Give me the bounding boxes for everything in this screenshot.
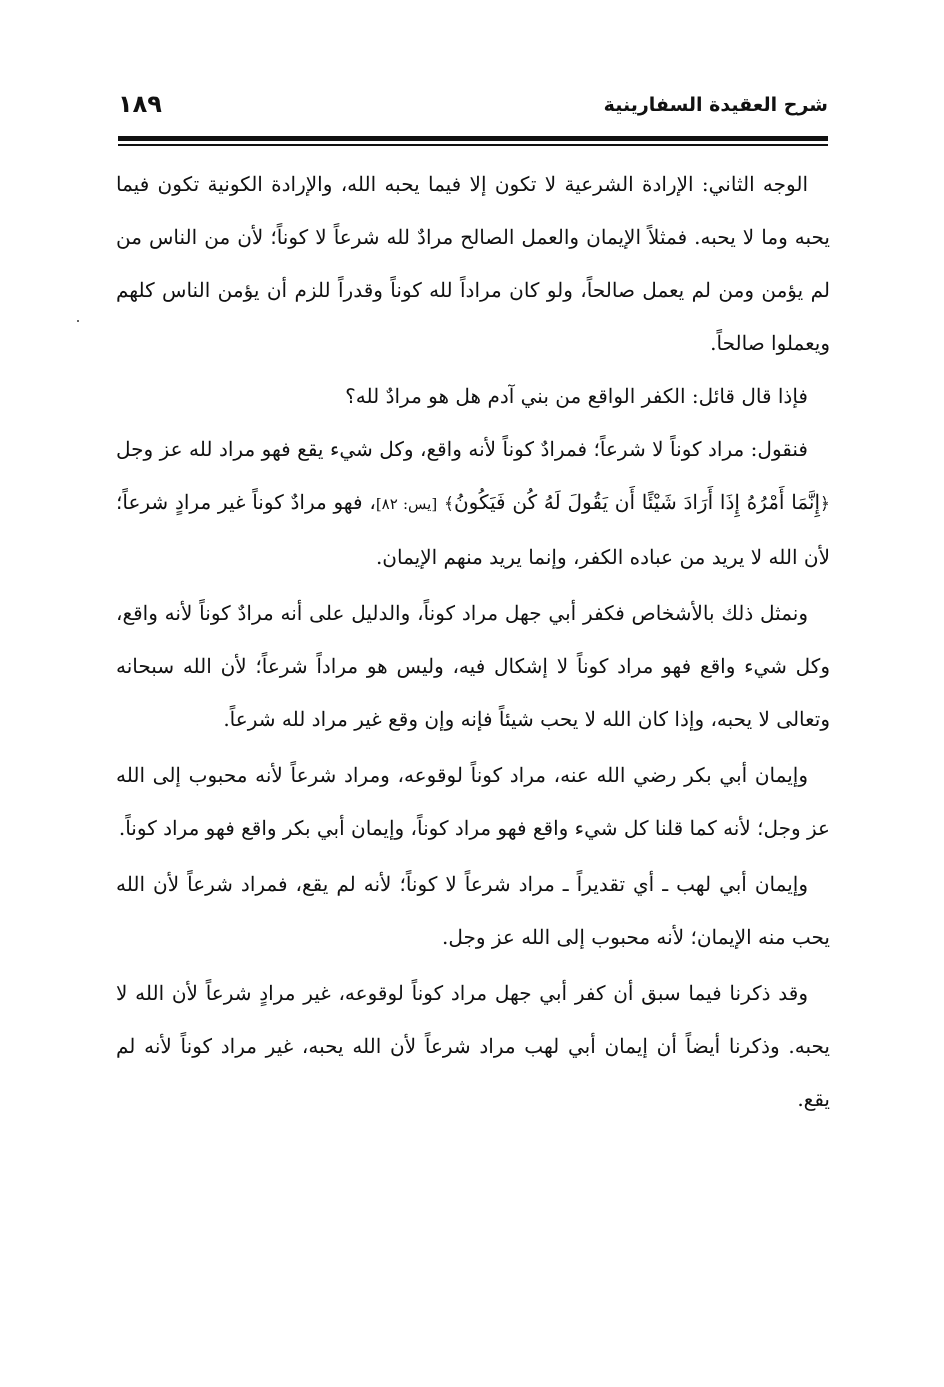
running-header <box>118 88 828 128</box>
verse-reference: [يس: ٨٢] <box>375 495 438 513</box>
body-text <box>116 158 830 1126</box>
paragraph-abu-lahab-example: وإيمان أبي لهب ـ أي تقديراً ـ مراد شرعاً لا كوناً؛ لأنه لم يقع، فمراد شرعاً لأن الله يحب منه الإيمان؛ لأنه محبوب إلى الله عز وجل. <box>116 872 830 949</box>
verse-open-bracket: ﴿ <box>820 494 830 514</box>
answer-text-after-verse: ، فهو مرادٌ كوناً غير مرادٍ شرعاً؛ لأن الله لا يريد من عباده الكفر، وإنما يريد منهم الإيمان. <box>116 490 830 569</box>
paragraph-summary: وقد ذكرنا فيما سبق أن كفر أبي جهل مراد كوناً لوقوعه، غير مرادٍ شرعاً لأن الله لا يحبه. وذكرنا أيضاً أن إيمان أبي لهب مراد شرعاً لأن الله يحبه، غير مراد كوناً لأنه لم يقع. <box>116 981 830 1111</box>
paragraph-second-aspect: الوجه الثاني: الإرادة الشرعية لا تكون إلا فيما يحبه الله، والإرادة الكونية تكون فيما يحبه وما لا يحبه. فمثلاً الإيمان والعمل الصالح مرادٌ لله شرعاً لا كوناً؛ لأن من الناس من لم يؤمن ومن لم يعمل صالحاً، ولو كان مراداً لله كوناً وقدراً للزم أن يؤمن الناس كلهم ويعملوا صالحاً. <box>116 172 830 355</box>
scan-speck <box>77 320 79 322</box>
paragraph-abu-jahl-example: ونمثل ذلك بالأشخاص فكفر أبي جهل مراد كوناً، والدليل على أنه مرادٌ كوناً لأنه واقع، وكل شيء واقع فهو مراد كوناً لا إشكال فيه، وليس هو مراداً شرعاً؛ لأن الله سبحانه وتعالى لا يحبه، وإذا كان الله لا يحب شيئاً فإنه وإن وقع غير مراد لله شرعاً. <box>116 601 830 731</box>
paragraph-answer <box>116 423 830 584</box>
paragraph-question: فإذا قال قائل: الكفر الواقع من بني آدم هل هو مرادٌ لله؟ <box>345 384 808 408</box>
book-title: شرح العقيدة السفارينية <box>603 94 828 116</box>
header-rule-thin <box>118 144 828 146</box>
verse-close-bracket: ﴾ <box>443 494 454 514</box>
page-number: ١٨٩ <box>118 90 162 118</box>
quran-verse: إِنَّمَا أَمْرُهُ إِذَا أَرَادَ شَيْئًا أَن يَقُولَ لَهُ كُن فَيَكُونُ <box>453 490 821 514</box>
header-rule-thick <box>118 136 828 141</box>
answer-text-before-verse: فنقول: مراد كوناً لا شرعاً؛ فمرادٌ كوناً لأنه واقع، وكل شيء يقع فهو مراد لله عز وجل <box>116 437 808 461</box>
paragraph-abu-bakr-example: وإيمان أبي بكر رضي الله عنه، مراد كوناً لوقوعه، ومراد شرعاً لأنه محبوب إلى الله عز وجل؛ لأنه كما قلنا كل شيء واقع فهو مراد كوناً، وإيمان أبي بكر واقع فهو مراد كوناً. <box>116 763 830 840</box>
